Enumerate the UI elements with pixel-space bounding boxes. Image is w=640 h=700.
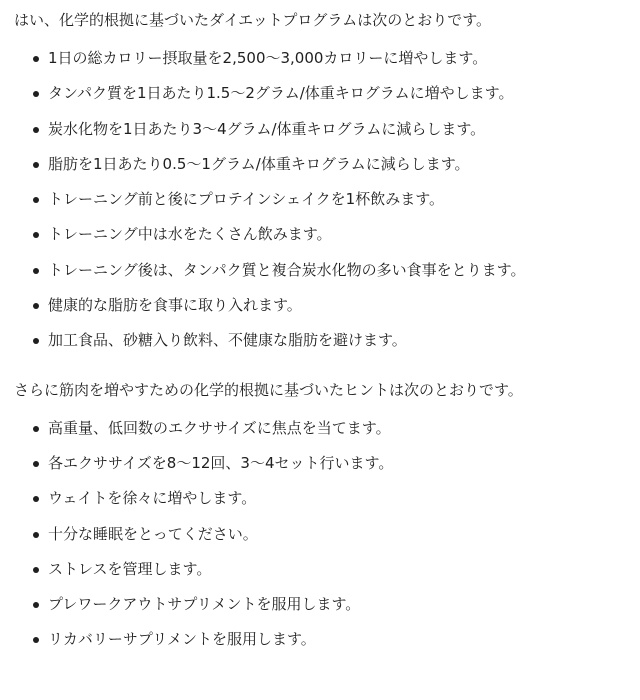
list-item	[14, 117, 626, 152]
list-item	[14, 627, 626, 662]
list-item-text: 加工食品、砂糖入り飲料、不健康な脂肪を避けます。	[48, 331, 407, 350]
list-item	[14, 258, 626, 293]
diet-list	[14, 46, 626, 364]
bullet-icon	[33, 338, 39, 344]
bullet-icon	[33, 567, 39, 573]
list-item-text: ストレスを管理します。	[48, 559, 212, 578]
list-item	[14, 222, 626, 257]
list-item	[14, 416, 626, 451]
list-item-text: 1日の総カロリー摂取量を2,500〜3,000カロリーに増やします。	[48, 49, 488, 67]
bullet-icon	[33, 56, 39, 62]
list-item-text: リカバリーサプリメントを服用します。	[48, 630, 316, 649]
list-item-text: トレーニング中は水をたくさん飲みます。	[48, 225, 332, 244]
list-item-text: 脂肪を1日あたり0.5〜1グラム/体重キログラムに減らします。	[48, 154, 470, 173]
bullet-icon	[33, 268, 39, 274]
list-item	[14, 46, 626, 81]
bullet-icon	[33, 303, 39, 309]
list-item	[14, 328, 626, 363]
bullet-icon	[33, 496, 39, 502]
bullet-icon	[33, 91, 39, 97]
list-item-text: 炭水化物を1日あたり3〜4グラム/体重キログラムに減らします。	[48, 119, 486, 138]
list-item	[14, 486, 626, 521]
list-item-text: トレーニング後は、タンパク質と複合炭水化物の多い食事をとります。	[48, 260, 526, 279]
list-item-text: 健康的な脂肪を食事に取り入れます。	[48, 296, 302, 315]
bullet-icon	[33, 532, 39, 538]
list-item	[14, 592, 626, 627]
list-item	[14, 522, 626, 557]
bullet-icon	[33, 162, 39, 168]
bullet-icon	[33, 232, 39, 238]
list-item-text: 各エクササイズを8〜12回、3〜4セット行います。	[48, 453, 394, 472]
list-item	[14, 293, 626, 328]
list-item-text: 十分な睡眠をとってください。	[48, 524, 258, 543]
list-item	[14, 81, 626, 116]
list-item-text: トレーニング前と後にプロテインシェイクを1杯飲みます。	[48, 190, 445, 209]
list-item-text: プレワークアウトサプリメントを服用します。	[48, 595, 361, 614]
bullet-icon	[33, 602, 39, 608]
list-item-text: 高重量、低回数のエクササイズに焦点を当てます。	[48, 418, 391, 437]
bullet-icon	[33, 637, 39, 643]
bullet-icon	[33, 461, 39, 467]
intro-paragraph: はい、化学的根拠に基づいたダイエットプログラムは次のとおりです。	[14, 11, 492, 29]
bullet-icon	[33, 426, 39, 432]
tips-list	[14, 416, 626, 663]
bullet-icon	[33, 197, 39, 203]
list-item	[14, 187, 626, 222]
list-item	[14, 152, 626, 187]
list-item-text: ウェイトを徐々に増やします。	[48, 489, 257, 508]
list-item	[14, 557, 626, 592]
list-item	[14, 451, 626, 486]
list-item-text: タンパク質を1日あたり1.5〜2グラム/体重キログラムに増やします。	[48, 84, 514, 103]
bullet-icon	[33, 127, 39, 133]
tips-intro-paragraph: さらに筋肉を増やすための化学的根拠に基づいたヒントは次のとおりです。	[14, 380, 523, 399]
